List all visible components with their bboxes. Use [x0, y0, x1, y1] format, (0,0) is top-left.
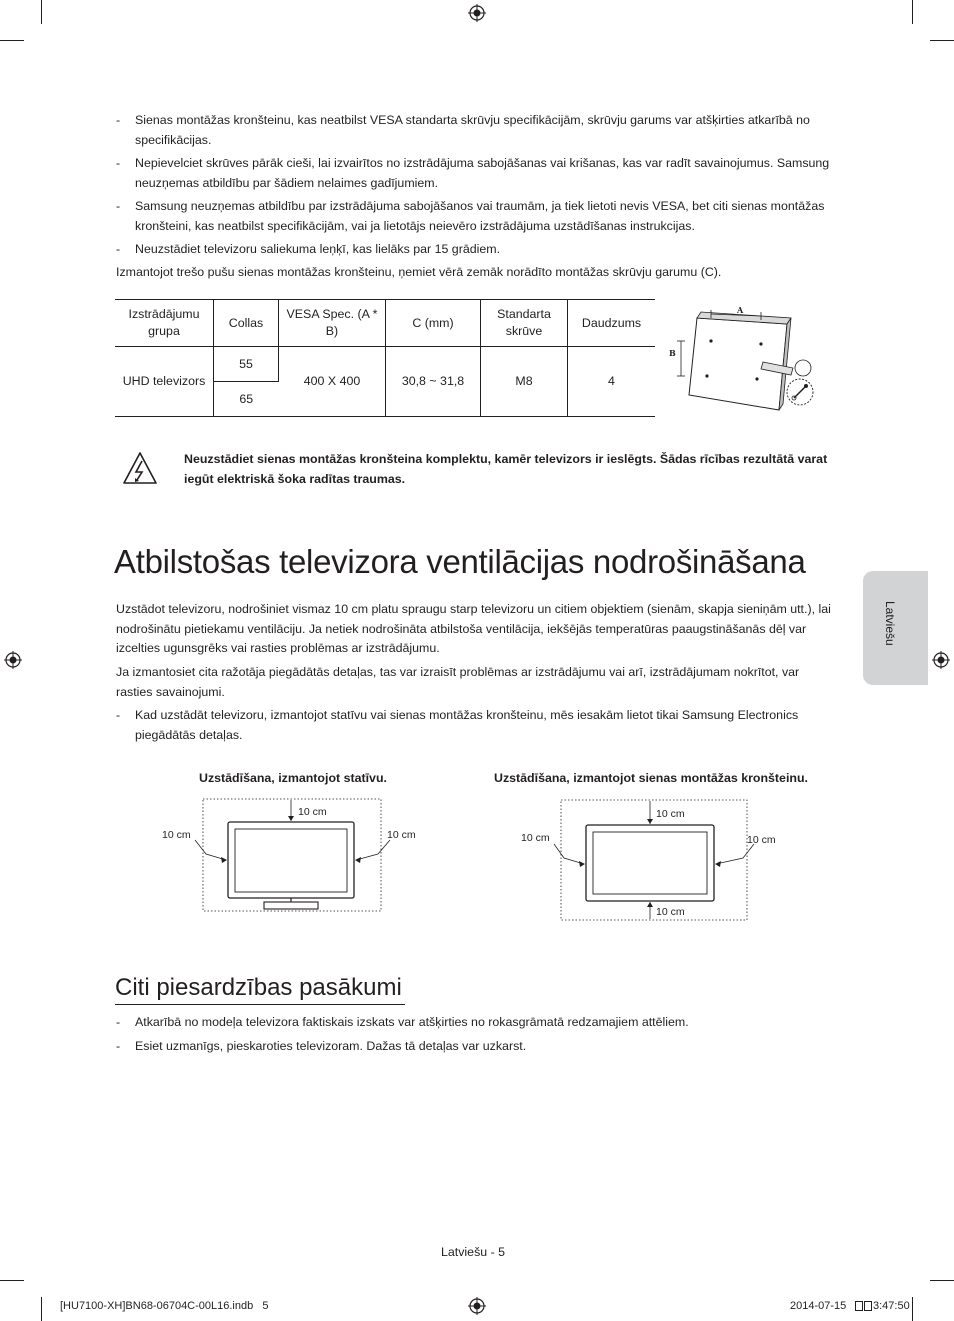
electric-shock-warning: Neuzstādiet sienas montāžas kronšteina komplektu, kamēr televizors ir ieslēgts. Šādas rīcības rezultātā varat iegūt elektriskā šoka radītas traumas.	[184, 452, 828, 486]
header-qty: Daudzums	[568, 300, 656, 347]
wall-clearance-diagram	[510, 796, 810, 924]
header-screw: Standarta skrūve	[481, 300, 568, 347]
cell-inch: 55	[214, 347, 279, 382]
wall-mount-screw-figure	[667, 300, 832, 418]
list-item: - Neuzstādiet televizoru saliekuma leņķī, kas lielāks par 15 grādiem.	[116, 242, 501, 256]
ventilation-paragraph-1: Uzstādot televizoru, nodrošiniet vismaz 10 cm platu spraugu starp televizoru un citiem objektiem (sienām, skapja sieniņām utt.), lai nodrošinātu pietiekamu ventilāciju. Ja netiek nodrošināta atbilstoša ventilācija, iekšējās temperatūras paaugstināšanās dēļ var izcelties ugunsgrēks vai rasties problēmas ar izstrādājumu.	[116, 602, 831, 655]
intro-paragraph: Izmantojot trešo pušu sienas montāžas kronšteinu, ņemiet vērā zemāk norādīto montāžas skrūvju garumu (C).	[116, 265, 722, 279]
stand-clearance-diagram	[150, 792, 440, 914]
registration-mark-icon	[932, 651, 950, 669]
cell-c: 30,8 ~ 31,8	[386, 347, 481, 417]
other-precautions-title: Citi piesardzības pasākumi	[115, 974, 402, 1001]
cell-qty: 4	[608, 374, 615, 388]
list-item: - Atkarībā no modeļa televizora faktiskais izskats var atšķirties no rokasgrāmatā redzamajiem attēliem.	[116, 1015, 689, 1029]
cell-screw: M8	[481, 347, 568, 417]
print-am-pm-glyphs	[855, 1301, 872, 1314]
cell-inch: 65	[214, 382, 279, 417]
cell-group: UHD televizors	[115, 347, 214, 417]
precautions-list	[116, 1013, 838, 1060]
stand-diagram-caption: Uzstādīšana, izmantojot statīvu.	[199, 771, 387, 785]
print-time: 3:47:50	[873, 1300, 910, 1312]
clearance-right-label: 10 cm	[747, 834, 776, 846]
list-item: - Samsung neuzņemas atbildību par izstrādājuma sabojāšanos vai traumām, ja tiek lietoti nevis VESA, bet citi sienas montāžas kronšteini, kas neatbilst specifikācijām, vai ja lietotājs neievēro izstrādājuma uzstādīšanas instrukcijas.	[116, 199, 825, 233]
ventilation-title: Atbilstošas televizora ventilācijas nodrošināšana	[114, 543, 806, 580]
registration-mark-icon	[468, 4, 486, 22]
screw-spec-table	[115, 299, 655, 417]
clearance-top-label: 10 cm	[298, 806, 327, 818]
dimension-b-label: B	[669, 348, 676, 358]
clearance-bottom-label: 10 cm	[656, 906, 685, 918]
clearance-right-label: 10 cm	[387, 829, 416, 841]
list-item: - Nepievelciet skrūves pārāk cieši, lai izvairītos no izstrādājuma sabojāšanas vai krišanas, kas var radīt savainojumus. Samsung neuzņemas atbildību par šādiem nelaimes gadījumiem.	[116, 156, 830, 190]
electric-shock-warning-icon	[122, 451, 158, 485]
ventilation-notes-list	[116, 706, 838, 749]
wall-diagram-caption: Uzstādīšana, izmantojot sienas montāžas kronšteinu.	[494, 771, 808, 785]
header-c: C (mm)	[386, 300, 481, 347]
registration-mark-icon	[468, 1297, 486, 1315]
list-item: - Kad uzstādāt televizoru, izmantojot statīvu vai sienas montāžas kronšteinu, mēs iesakām lietot tikai Samsung Electronics piegādātās detaļas.	[116, 708, 799, 742]
cell-vesa: 400 X 400	[279, 347, 386, 417]
header-vesa: VESA Spec. (A * B)	[279, 300, 386, 347]
ventilation-paragraph-2: Ja izmantosiet cita ražotāja piegādātās detaļas, tas var izraisīt problēmas ar izstrādājumu vai arī, izstrādājumam nokrītot, var rasties savainojumi.	[116, 665, 800, 699]
clearance-top-label: 10 cm	[656, 808, 685, 820]
print-file-name: [HU7100-XH]BN68-06704C-00L16.indb 5	[60, 1300, 269, 1312]
clearance-left-label: 10 cm	[162, 829, 191, 841]
title-underline	[115, 1004, 405, 1005]
header-group: Izstrādājumu grupa	[115, 300, 214, 347]
side-tab-label: Latviešu	[883, 601, 897, 646]
language-side-tab	[863, 571, 928, 685]
mounting-notes-list	[116, 111, 838, 264]
clearance-left-label: 10 cm	[521, 832, 550, 844]
dimension-a-label: A	[737, 305, 744, 315]
header-inches: Collas	[214, 300, 279, 347]
print-date: 2014-07-15	[790, 1300, 847, 1312]
page-number: Latviešu - 5	[441, 1245, 506, 1259]
registration-mark-icon	[4, 651, 22, 669]
list-item: - Sienas montāžas kronšteinu, kas neatbilst VESA standarta skrūvju specifikācijām, skrūvju garums var atšķirties atkarībā no specifikācijas.	[116, 113, 810, 147]
list-item: - Esiet uzmanīgs, pieskaroties televizoram. Dažas tā detaļas var uzkarst.	[116, 1038, 527, 1053]
